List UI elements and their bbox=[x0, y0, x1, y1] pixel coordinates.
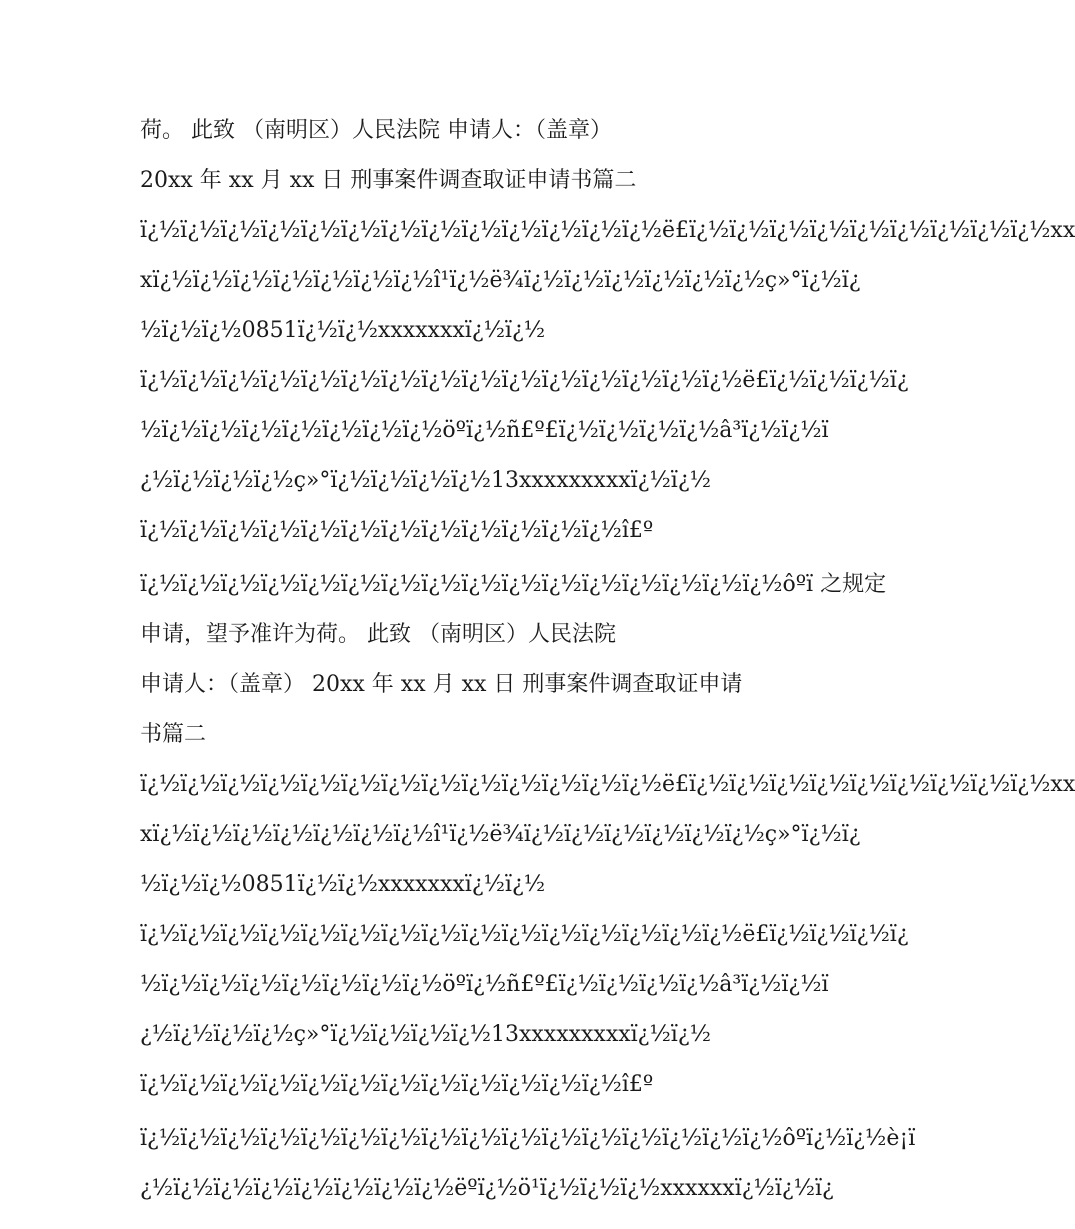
text-line-8: ¿½ï¿½ï¿½ï¿½ç»°ï¿½ï¿½ï¿½ï¿½13xxxxxxxxxï¿½ï¿½ bbox=[140, 468, 711, 493]
text-line-2: 20xx 年 xx 月 xx 日 刑事案件调查取证申请书篇二 bbox=[140, 168, 637, 193]
text-line-14: ï¿½ï¿½ï¿½ï¿½ï¿½ï¿½ï¿½ï¿½ï¿½ï¿½ï¿½ï¿½ï¿½ë£ï¿½ï¿½ï¿½ï¿½ï¿½ï¿½ï¿½ï¿½ï¿½xx bbox=[140, 772, 1075, 797]
text-line-21: ï¿½ï¿½ï¿½ï¿½ï¿½ï¿½ï¿½ï¿½ï¿½ï¿½ï¿½ï¿½ï¿½ï¿½ï¿½ï¿½ôºï¿½ï¿½è¡ï bbox=[140, 1126, 916, 1151]
text-line-5: ½ï¿½ï¿½0851ï¿½ï¿½xxxxxxxï¿½ï¿½ bbox=[140, 318, 546, 343]
text-line-19: ¿½ï¿½ï¿½ï¿½ç»°ï¿½ï¿½ï¿½ï¿½13xxxxxxxxxï¿½ï¿½ bbox=[140, 1022, 711, 1047]
text-line-1: 荷。 此致 （南明区）人民法院 申请人：（盖章） bbox=[140, 118, 612, 143]
text-line-3: ï¿½ï¿½ï¿½ï¿½ï¿½ï¿½ï¿½ï¿½ï¿½ï¿½ï¿½ï¿½ï¿½ë£ï¿½ï¿½ï¿½ï¿½ï¿½ï¿½ï¿½ï¿½ï¿½xx bbox=[140, 218, 1075, 243]
text-line-22: ¿½ï¿½ï¿½ï¿½ï¿½ï¿½ï¿½ï¿½ëºï¿½ö¹ï¿½ï¿½ï¿½xxxxxxï¿½ï¿½ï¿ bbox=[140, 1176, 834, 1201]
text-line-4: xï¿½ï¿½ï¿½ï¿½ï¿½ï¿½ï¿½î¹ï¿½ë¾ï¿½ï¿½ï¿½ï¿½ï¿½ï¿½ç»°ï¿½ï¿ bbox=[140, 268, 861, 293]
text-line-11: 申请，望予准许为荷。 此致 （南明区）人民法院 bbox=[140, 622, 616, 647]
text-line-7: ½ï¿½ï¿½ï¿½ï¿½ï¿½ï¿½ï¿½öºï¿½ñ£º£ï¿½ï¿½ï¿½ï¿½â³ï¿½ï¿½ï bbox=[140, 418, 829, 443]
text-line-15: xï¿½ï¿½ï¿½ï¿½ï¿½ï¿½ï¿½î¹ï¿½ë¾ï¿½ï¿½ï¿½ï¿½ï¿½ï¿½ç»°ï¿½ï¿ bbox=[140, 822, 861, 847]
text-line-16: ½ï¿½ï¿½0851ï¿½ï¿½xxxxxxxï¿½ï¿½ bbox=[140, 872, 546, 897]
text-line-18: ½ï¿½ï¿½ï¿½ï¿½ï¿½ï¿½ï¿½öºï¿½ñ£º£ï¿½ï¿½ï¿½ï¿½â³ï¿½ï¿½ï bbox=[140, 972, 829, 997]
text-line-20: ï¿½ï¿½ï¿½ï¿½ï¿½ï¿½ï¿½ï¿½ï¿½ï¿½ï¿½ï¿½î£º bbox=[140, 1072, 654, 1097]
text-line-9: ï¿½ï¿½ï¿½ï¿½ï¿½ï¿½ï¿½ï¿½ï¿½ï¿½ï¿½ï¿½î£º bbox=[140, 518, 654, 543]
text-line-13: 书篇二 bbox=[140, 722, 207, 747]
text-line-6: ï¿½ï¿½ï¿½ï¿½ï¿½ï¿½ï¿½ï¿½ï¿½ï¿½ï¿½ï¿½ï¿½ï¿½ï¿½ë£ï¿½ï¿½ï¿½ï¿ bbox=[140, 368, 909, 393]
text-line-10: ï¿½ï¿½ï¿½ï¿½ï¿½ï¿½ï¿½ï¿½ï¿½ï¿½ï¿½ï¿½ï¿½ï¿½ï¿½ï¿½ôºï 之规定 bbox=[140, 572, 887, 597]
text-line-17: ï¿½ï¿½ï¿½ï¿½ï¿½ï¿½ï¿½ï¿½ï¿½ï¿½ï¿½ï¿½ï¿½ï¿½ï¿½ë£ï¿½ï¿½ï¿½ï¿ bbox=[140, 922, 909, 947]
text-line-12: 申请人：（盖章） 20xx 年 xx 月 xx 日 刑事案件调查取证申请 bbox=[140, 672, 743, 697]
document-body bbox=[140, 106, 1075, 1214]
